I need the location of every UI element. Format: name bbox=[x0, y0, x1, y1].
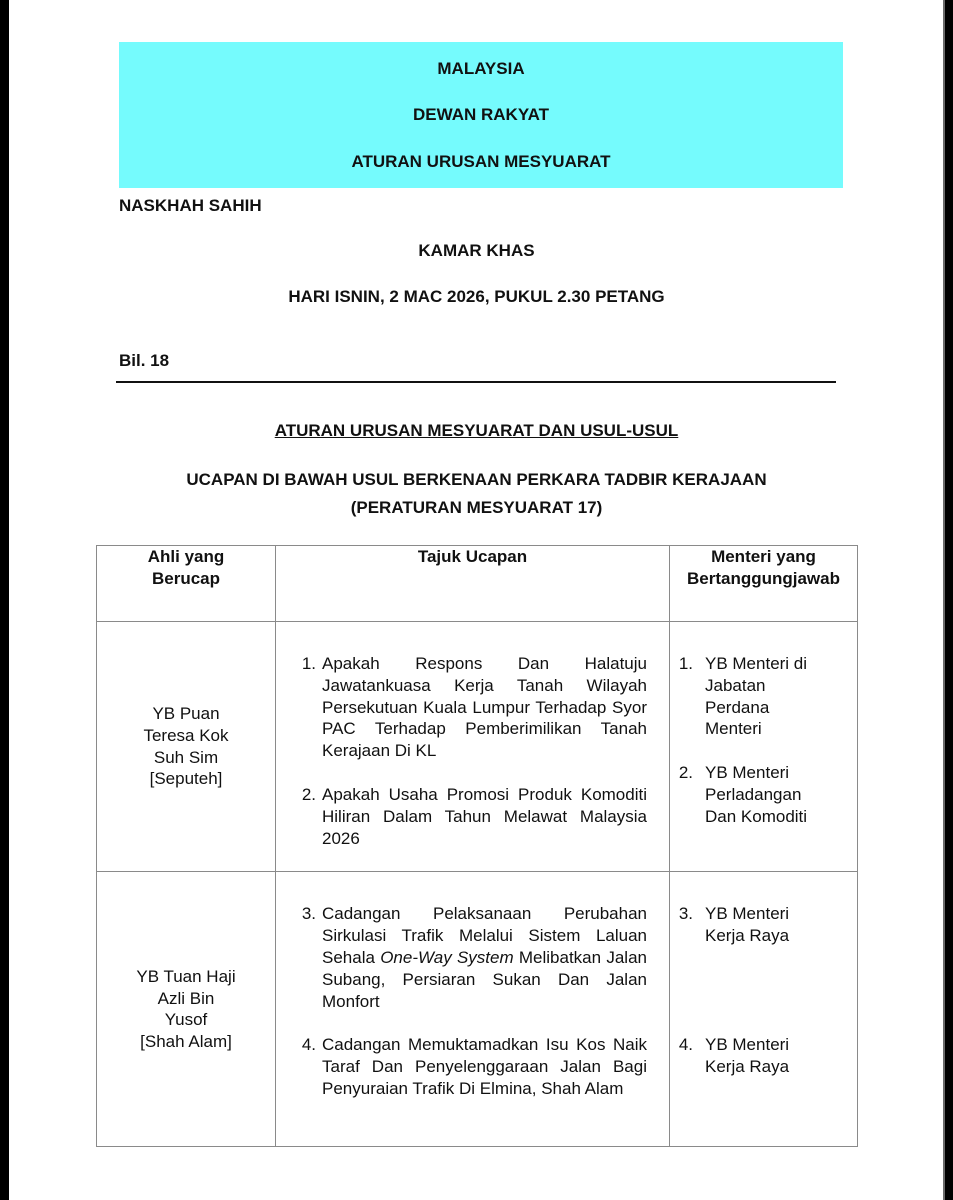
screen-edge-right bbox=[945, 0, 953, 1200]
header-topic: Tajuk Ucapan bbox=[276, 546, 670, 622]
member-cell: YB Tuan Haji Azli Bin Yusof [Shah Alam] bbox=[97, 872, 276, 1147]
header-minister: Menteri yang Bertanggungjawab bbox=[670, 546, 858, 622]
minister-cell bbox=[670, 622, 858, 872]
table-header-row bbox=[97, 546, 858, 622]
table-row bbox=[97, 872, 858, 1147]
minister-cell bbox=[670, 872, 858, 1147]
topic-item: 3. Cadangan Pelaksanaan Perubahan Sirkulasi Trafik Melalui Sistem Laluan Sehala One-Way System Melibatkan Jalan Subang, Persiaran Sukan Dan Jalan Monfort bbox=[301, 904, 647, 1011]
topic-item: 1. Apakah Respons Dan Halatuju Jawatankuasa Kerja Tanah Wilayah Persekutuan Kuala Lumpur Terhadap Syor PAC Terhadap Pemberimilikan Tanah Kerajaan Di KL bbox=[301, 654, 647, 761]
topics-cell bbox=[276, 872, 670, 1147]
subtitle-line1: UCAPAN DI BAWAH USUL BERKENAAN PERKARA TADBIR KERAJAAN bbox=[186, 470, 767, 489]
speech-table bbox=[96, 545, 858, 1147]
header-house: DEWAN RAKYAT bbox=[412, 105, 549, 124]
header-country: MALAYSIA bbox=[437, 59, 525, 78]
header-title: ATURAN URUSAN MESYUARAT bbox=[351, 152, 611, 171]
topics-cell bbox=[276, 622, 670, 872]
minister-item: 3. YB Menteri Kerja Raya bbox=[678, 904, 790, 946]
topic-item: 4. Cadangan Memuktamadkan Isu Kos Naik Taraf Dan Penyelenggaraan Jalan Bagi Penyuraian Trafik Di Elmina, Shah Alam bbox=[301, 1035, 647, 1098]
divider bbox=[116, 381, 836, 383]
header-member: Ahli yang Berucap bbox=[97, 546, 276, 622]
minister-item: 2. YB Menteri Perladangan Dan Komoditi bbox=[678, 763, 808, 826]
venue: KAMAR KHAS bbox=[418, 241, 535, 260]
table-row bbox=[97, 622, 858, 872]
session-datetime: HARI ISNIN, 2 MAC 2026, PUKUL 2.30 PETANG bbox=[288, 287, 665, 306]
subtitle-line2: (PERATURAN MESYUARAT 17) bbox=[350, 498, 603, 517]
minister-item: 1. YB Menteri di Jabatan Perdana Menteri bbox=[678, 654, 808, 739]
member-cell: YB Puan Teresa Kok Suh Sim [Seputeh] bbox=[97, 622, 276, 872]
section-title: ATURAN URUSAN MESYUARAT DAN USUL-USUL bbox=[274, 421, 679, 440]
document-status: NASKHAH SAHIH bbox=[119, 196, 262, 215]
screen-edge-left bbox=[0, 0, 9, 1200]
header-banner bbox=[119, 42, 843, 188]
topic-item: 2. Apakah Usaha Promosi Produk Komoditi Hiliran Dalam Tahun Melawat Malaysia 2026 bbox=[301, 784, 647, 848]
minister-item: 4. YB Menteri Kerja Raya bbox=[678, 1034, 790, 1076]
document-number: Bil. 18 bbox=[119, 351, 170, 370]
